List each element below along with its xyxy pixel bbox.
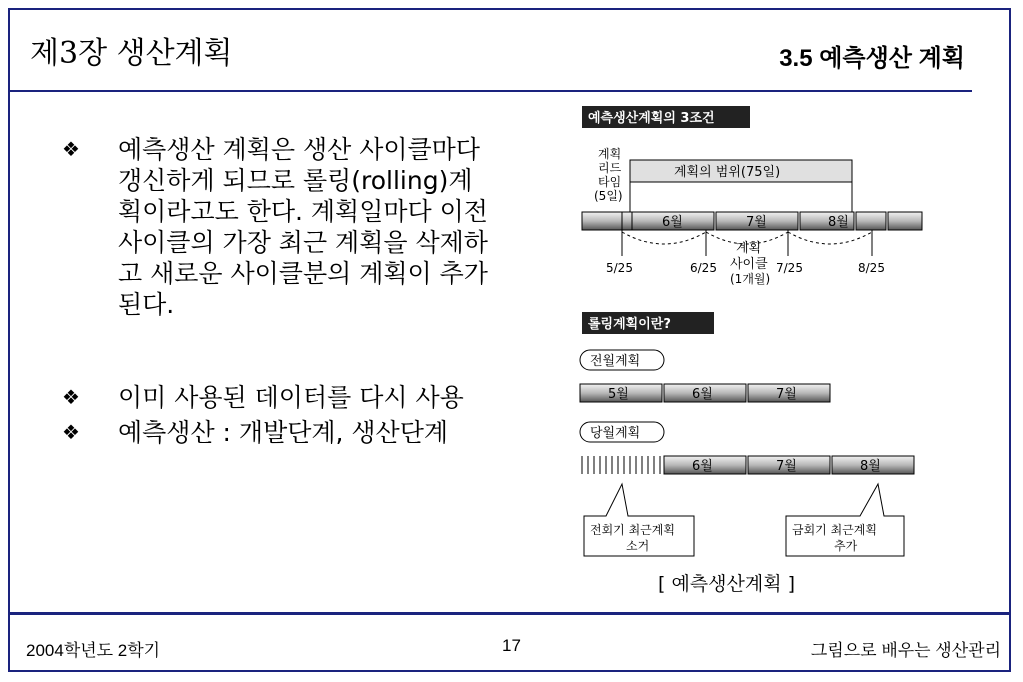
callout-right-text: 금회기 최근계획: [792, 523, 877, 537]
curr-plan-label: 당월계획: [590, 426, 641, 441]
cycle-label: 계획: [736, 241, 762, 256]
date-label: 5/25: [606, 261, 633, 275]
rolling-title: 롤링계획이란?: [588, 317, 671, 332]
diamond-bullet-icon: ❖: [62, 420, 80, 444]
date-label: 8/25: [858, 261, 885, 275]
lead-time-label: 계획: [598, 147, 622, 161]
footer-semester: 2004학년도 2학기: [26, 641, 161, 660]
date-label: 6/25: [690, 261, 717, 275]
bullet-item: [58, 382, 488, 413]
prev-plan-month: 7월: [776, 387, 797, 402]
bullet-list: [58, 134, 488, 448]
lead-time-label: (5일): [594, 189, 623, 203]
lead-time-label: 리드: [598, 161, 622, 175]
timeline-month: 6월: [662, 215, 683, 230]
footer-divider: [10, 612, 1011, 615]
prev-plan-label: 전월계획: [590, 354, 641, 369]
callout-right-text: 추가: [834, 539, 858, 553]
erased-plan-hatching: [582, 456, 660, 474]
plan-range-label: 계획의 범위(75일): [674, 165, 781, 180]
prev-plan-month: 6월: [692, 387, 713, 402]
cycle-label: (1개월): [730, 272, 771, 286]
date-label: 7/25: [776, 261, 803, 275]
page-number: 17: [502, 636, 521, 655]
cycle-label: 사이클: [730, 257, 768, 272]
callout-left-text: 전회기 최근계획: [590, 523, 675, 537]
lead-time-label: 타임: [598, 175, 622, 189]
bullet-item: [58, 417, 488, 448]
timeline-month: 8월: [828, 215, 849, 230]
diagram-caption: [ 예측생산계획 ]: [658, 573, 796, 595]
chapter-title: 제3장 생산계획: [30, 36, 233, 71]
curr-plan-month: 6월: [692, 459, 713, 474]
timeline-month: 7월: [746, 215, 767, 230]
bullet-text: 예측생산 계획은 생산 사이클마다 갱신하게 되므로 롤링(rolling)계획이라고도 한다. 계획일마다 이전 사이클의 가장 최근 계획을 삭제하고 새로운 사이클분의 계획이 추가된다.: [118, 135, 488, 319]
section-title: 3.5 예측생산 계획: [779, 45, 965, 72]
diamond-bullet-icon: ❖: [62, 137, 80, 161]
prev-plan-month: 5월: [608, 387, 629, 402]
diamond-bullet-icon: ❖: [62, 385, 80, 409]
curr-plan-month: 7월: [776, 459, 797, 474]
bullet-text: 이미 사용된 데이터를 다시 사용: [118, 383, 464, 412]
footer-book-title: 그림으로 배우는 생산관리: [810, 641, 1001, 660]
bullet-text: 예측생산 : 개발단계, 생산단계: [118, 418, 449, 447]
header-divider: [10, 90, 972, 92]
conditions-title: 예측생산계획의 3조건: [588, 111, 715, 126]
rolling-plan-diagram: [570, 100, 950, 605]
curr-plan-month: 8월: [860, 459, 881, 474]
callout-left-text: 소거: [626, 539, 650, 553]
bullet-item: [58, 134, 488, 320]
